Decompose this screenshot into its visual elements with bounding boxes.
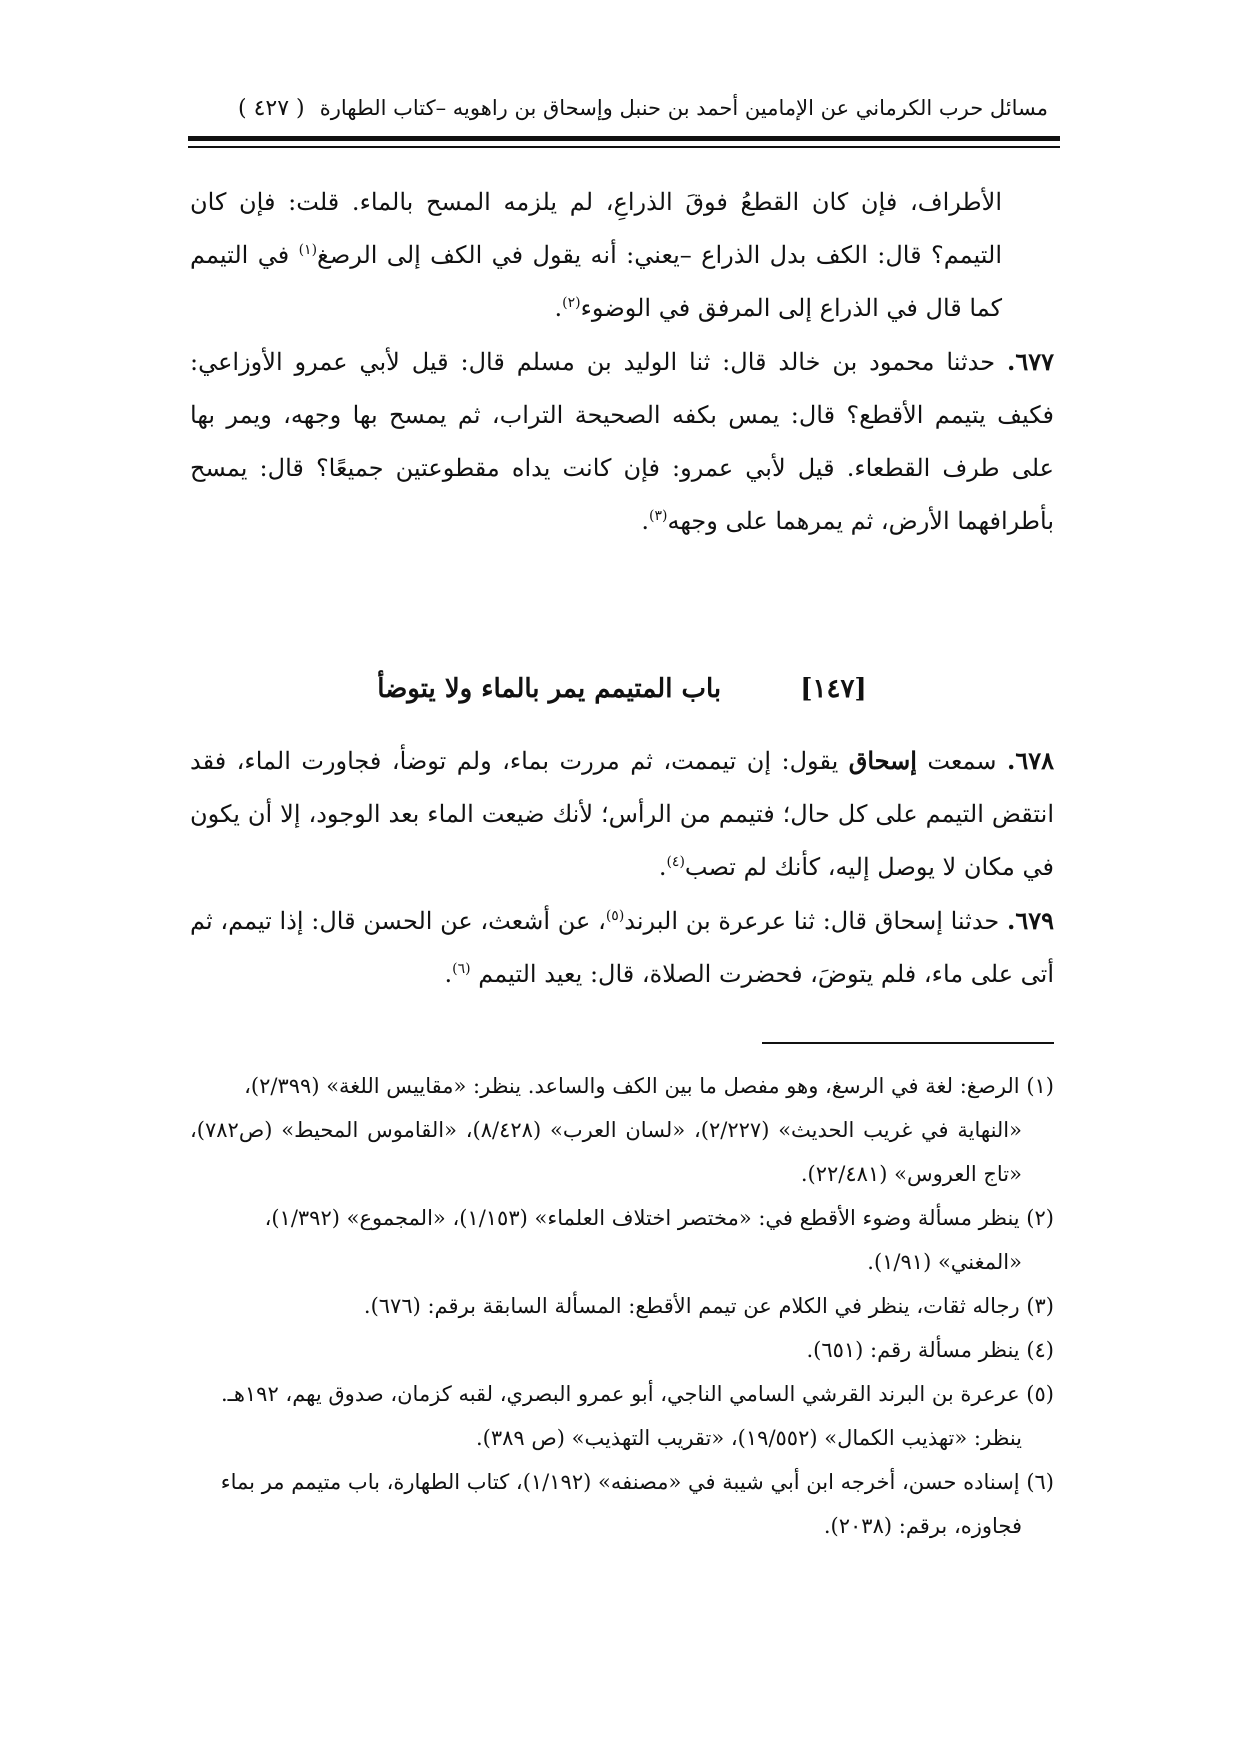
footnote — [190, 1284, 1054, 1328]
issue-lead: سمعت — [916, 747, 1007, 775]
issue-text: يقول: إن تيممت، ثم مررت بماء، ولم توضأ، فجاورت الماء، فقد انتقض التيمم على كل حال؛ فتيمم من الرأس؛ لأنك ضيعت الماء بعد الوجود، إلا أن يكون في مكان لا يوصل إليه، كأنك لم تصب — [190, 747, 1054, 881]
footnote-continuation: ينظر: «تهذيب الكمال» (١٩/٥٥٢)، «تقريب التهذيب» (ص ٣٨٩). — [475, 1426, 1022, 1450]
footnote — [190, 1372, 1054, 1460]
footnotes — [190, 1064, 1054, 1548]
footnote-first-line: (٦) إسناده حسن، أخرجه ابن أبي شيبة في «مصنفه» (١/١٩٢)، كتاب الطهارة، باب متيمم مر بماء — [220, 1470, 1054, 1494]
footnote-first-line: (١) الرصغ: لغة في الرسغ، وهو مفصل ما بين الكف والساعد. ينظر: «مقاييس اللغة» (٢/٣٩٩)، — [244, 1074, 1054, 1098]
header-rule-thick — [188, 136, 1060, 141]
issue-number: ٦٧٩. — [1006, 906, 1054, 935]
chapter-heading — [190, 674, 1054, 704]
chapter-title: باب المتيمم يمر بالماء ولا يتوضأ — [377, 674, 722, 704]
issue-end: . — [641, 507, 650, 535]
issue-text: حدثنا محمود بن خالد قال: ثنا الوليد بن مسلم قال: قيل لأبي عمرو الأوزاعي: فكيف يتيمم الأقطع؟ قال: يمس بكفه الصحيحة التراب، ثم يمسح بها وجهه، ويمر بها على طرف القطعاء. قيل لأبي عمرو: فإن كانت يداه مقطوعتين جميعًا؟ قال: يمسح بأطرافهما الأرض، ثم يمرهما على وجهه — [190, 348, 1054, 535]
issue-number: ٦٧٨. — [1006, 746, 1054, 775]
footnote — [190, 1196, 1054, 1284]
footnote-ref-2: (٢) — [562, 295, 581, 311]
intro-end: . — [554, 294, 563, 322]
footnote — [190, 1064, 1054, 1196]
intro-paragraph — [190, 176, 1054, 335]
running-title: مسائل حرب الكرماني عن الإمامين أحمد بن حنبل وإسحاق بن راهويه –كتاب الطهارة — [319, 96, 1048, 120]
chapter-number: [١٤٧] — [800, 674, 867, 704]
footnote-continuation: فجاوزه، برقم: (٢٠٣٨). — [823, 1514, 1022, 1538]
issue-end: . — [444, 960, 453, 988]
footnote-ref-1: (١) — [298, 242, 318, 258]
footnote-ref-4: (٤) — [666, 854, 685, 870]
footnote-separator — [762, 1042, 1054, 1044]
footnote-ref-6: (٦) — [452, 961, 471, 977]
narrator-name: إسحاق — [848, 746, 917, 775]
footnote — [190, 1460, 1054, 1548]
footnote — [190, 1328, 1054, 1372]
issue-text-cont: ، عن أشعث، عن الحسن قال: إذا تيمم، ثم أتى على ماء، فلم يتوضَ، فحضرت الصلاة، قال: يعيد التيمم — [190, 907, 1054, 988]
issue-end: . — [658, 853, 667, 881]
footnote-continuation: «النهاية في غريب الحديث» (٢/٢٢٧)، «لسان العرب» (٨/٤٢٨)، «القاموس المحيط» (ص٧٨٢)، «تاج العروس» (٢٢/٤٨١). — [190, 1118, 1022, 1186]
footnote-first-line: (٥) عرعرة بن البرند القرشي السامي الناجي، أبو عمرو البصري، لقبه كزمان، صدوق يهم، ١٩٢هـ. — [221, 1382, 1054, 1406]
footnote-first-line: (٤) ينظر مسألة رقم: (٦٥١). — [806, 1338, 1054, 1362]
footnote-ref-5: (٥) — [605, 908, 625, 924]
main-text-top — [190, 176, 1054, 548]
page-header — [238, 80, 1048, 130]
intro-text-cont: في التيمم كما قال في الذراع إلى المرفق في الوضوء — [190, 241, 1002, 322]
footnote-continuation: «المغني» (١/٩١). — [867, 1250, 1022, 1274]
issue-text: حدثنا إسحاق قال: ثنا عرعرة بن البرند — [624, 907, 1007, 935]
issue-678 — [190, 734, 1054, 894]
issue-number: ٦٧٧. — [1006, 347, 1054, 376]
intro-text: الأطراف، فإن كان القطعُ فوقَ الذراعِ، لم يلزمه المسح بالماء. قلت: فإن كان التيمم؟ قال: الكف بدل الذراع –يعني: أنه يقول في الكف إلى الرصغ — [190, 188, 1003, 269]
main-text-bottom — [190, 734, 1054, 1001]
issue-679 — [190, 894, 1054, 1001]
issue-677 — [190, 335, 1054, 548]
page-number: ( ٤٢٧ ) — [238, 96, 305, 121]
footnote-first-line: (٢) ينظر مسألة وضوء الأقطع في: «مختصر اختلاف العلماء» (١/١٥٣)، «المجموع» (١/٣٩٢)، — [264, 1206, 1054, 1230]
footnote-ref-3: (٣) — [649, 508, 668, 524]
footnote-first-line: (٣) رجاله ثقات، ينظر في الكلام عن تيمم الأقطع: المسألة السابقة برقم: (٦٧٦). — [363, 1294, 1054, 1318]
header-rule-thin — [188, 146, 1060, 148]
